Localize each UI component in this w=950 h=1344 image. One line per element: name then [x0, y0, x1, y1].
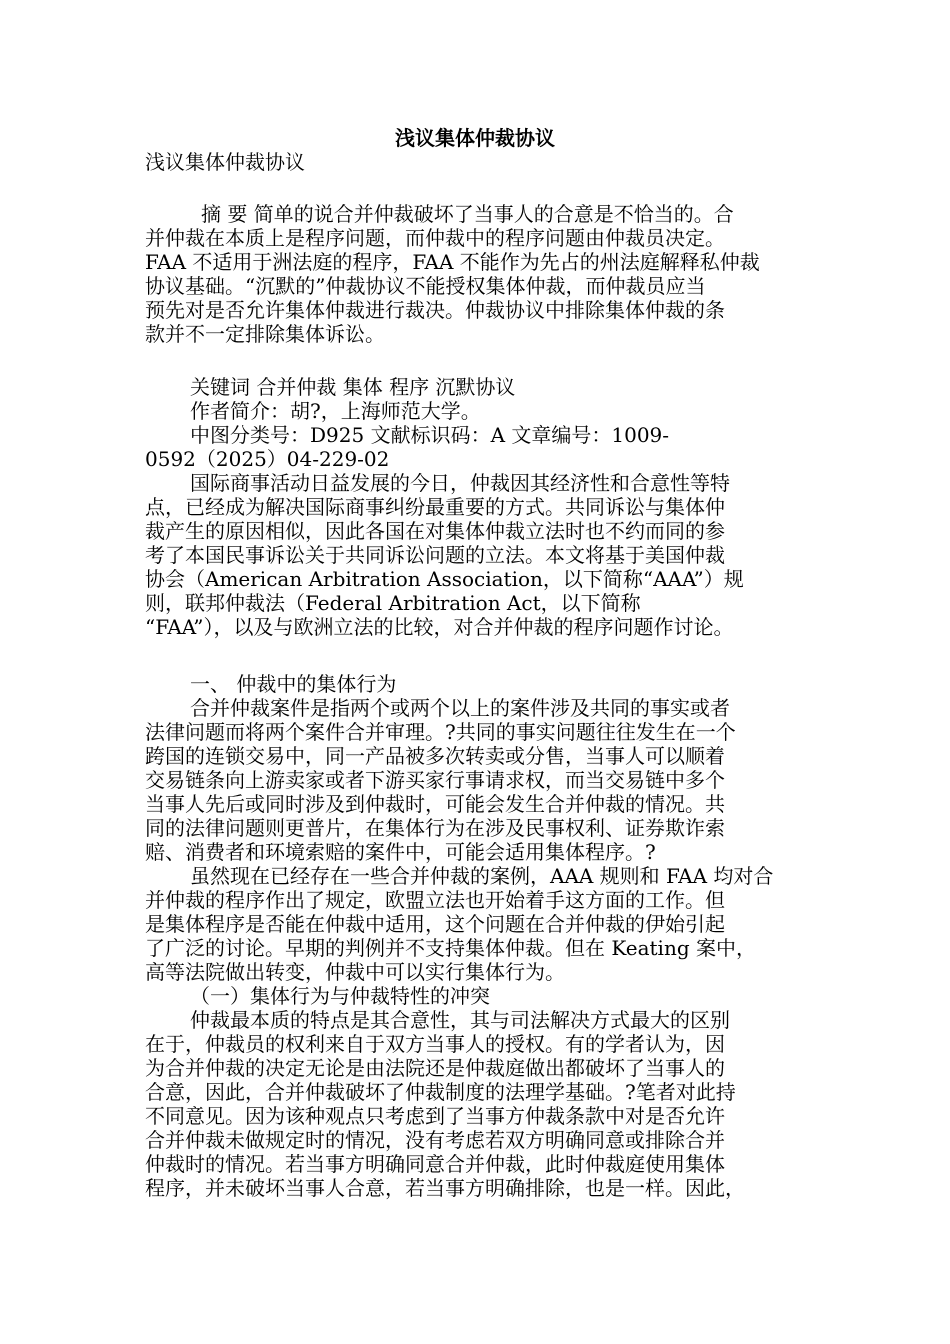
intro-line: 考了本国民事诉讼关于共同诉讼问题的立法。本文将基于美国仲裁	[145, 543, 725, 567]
paragraph-line: 是集体程序是否能在仲裁中适用，这个问题在合并仲裁的伊始引起	[145, 912, 725, 936]
abstract-line: 摘 要 简单的说合并仲裁破坏了当事人的合意是不恰当的。合	[201, 202, 734, 226]
intro-line: 点，已经成为解决国际商事纠纷最重要的方式。共同诉讼与集体仲	[145, 495, 725, 519]
paragraph-line: 高等法院做出转变，仲裁中可以实行集体行为。	[145, 960, 565, 984]
paragraph-line: 虽然现在已经存在一些合并仲裁的案例，AAA 规则和 FAA 均对合	[190, 864, 774, 888]
abstract-line: 款并不一定排除集体诉讼。	[145, 322, 385, 346]
paragraph-line: 赔、消费者和环境索赔的案件中，可能会适用集体程序。?	[145, 840, 656, 864]
keywords: 关键词 合并仲裁 集体 程序 沉默协议	[190, 375, 516, 399]
paragraph-line: 仲裁时的情况。若当事方明确同意合并仲裁，此时仲裁庭使用集体	[145, 1152, 725, 1176]
abstract-line: 并仲裁在本质上是程序问题，而仲裁中的程序问题由仲裁员决定。	[145, 226, 725, 250]
subsection-heading: （一）集体行为与仲裁特性的冲突	[190, 984, 490, 1008]
paragraph-line: 交易链条向上游卖家或者下游买家行事请求权，而当交易链中多个	[145, 768, 725, 792]
intro-line: 国际商事活动日益发展的今日，仲裁因其经济性和合意性等特	[190, 471, 730, 495]
paragraph-line: 跨国的连锁交易中，同一产品被多次转卖或分售，当事人可以顺着	[145, 744, 725, 768]
paragraph-line: 法律问题而将两个案件合并审理。?共同的事实问题往往发生在一个	[145, 720, 736, 744]
document-title: 浅议集体仲裁协议	[395, 126, 555, 150]
paragraph-line: 并仲裁的程序作出了规定，欧盟立法也开始着手这方面的工作。但	[145, 888, 725, 912]
paragraph-line: 不同意见。因为该种观点只考虑到了当事方仲裁条款中对是否允许	[145, 1104, 725, 1128]
classification-line: 中图分类号：D925 文献标识码：A 文章编号：1009-	[190, 423, 670, 447]
paragraph-line: 在于，仲裁员的权利来自于双方当事人的授权。有的学者认为，因	[145, 1032, 725, 1056]
paragraph-line: 为合并仲裁的决定无论是由法院还是仲裁庭做出都破坏了当事人的	[145, 1056, 725, 1080]
author-info: 作者简介：胡?，上海师范大学。	[190, 399, 481, 423]
abstract-line: 预先对是否允许集体仲裁进行裁决。仲裁协议中排除集体仲裁的条	[145, 298, 725, 322]
paragraph-line: 了广泛的讨论。早期的判例并不支持集体仲裁。但在 Keating 案中，	[145, 936, 756, 960]
section-heading: 一、 仲裁中的集体行为	[190, 672, 397, 696]
paragraph-line: 当事人先后或同时涉及到仲裁时，可能会发生合并仲裁的情况。共	[145, 792, 725, 816]
paragraph-line: 合意，因此，合并仲裁破坏了仲裁制度的法理学基础。?笔者对此持	[145, 1080, 736, 1104]
abstract-line: FAA 不适用于洲法庭的程序，FAA 不能作为先占的州法庭解释私仲裁	[145, 250, 760, 274]
intro-line: 则，联邦仲裁法（Federal Arbitration Act，以下简称	[145, 591, 641, 615]
paragraph-line: 程序，并未破坏当事人合意，若当事方明确排除，也是一样。因此，	[145, 1176, 745, 1200]
document-subtitle: 浅议集体仲裁协议	[145, 150, 305, 174]
intro-line: 裁产生的原因相似，因此各国在对集体仲裁立法时也不约而同的参	[145, 519, 725, 543]
intro-line: 协会（American Arbitration Association，以下简称“AAA”）规	[145, 567, 744, 591]
paragraph-line: 合并仲裁案件是指两个或两个以上的案件涉及共同的事实或者	[190, 696, 730, 720]
abstract-line: 协议基础。“沉默的”仲裁协议不能授权集体仲裁，而仲裁员应当	[145, 274, 706, 298]
paragraph-line: 同的法律问题则更普片，在集体行为在涉及民事权利、证券欺诈索	[145, 816, 725, 840]
paragraph-line: 合并仲裁未做规定时的情况，没有考虑若双方明确同意或排除合并	[145, 1128, 725, 1152]
classification-line: 0592（2025）04-229-02	[145, 447, 390, 471]
intro-line: “FAA”），以及与欧洲立法的比较，对合并仲裁的程序问题作讨论。	[145, 615, 734, 639]
paragraph-line: 仲裁最本质的特点是其合意性，其与司法解决方式最大的区别	[190, 1008, 730, 1032]
